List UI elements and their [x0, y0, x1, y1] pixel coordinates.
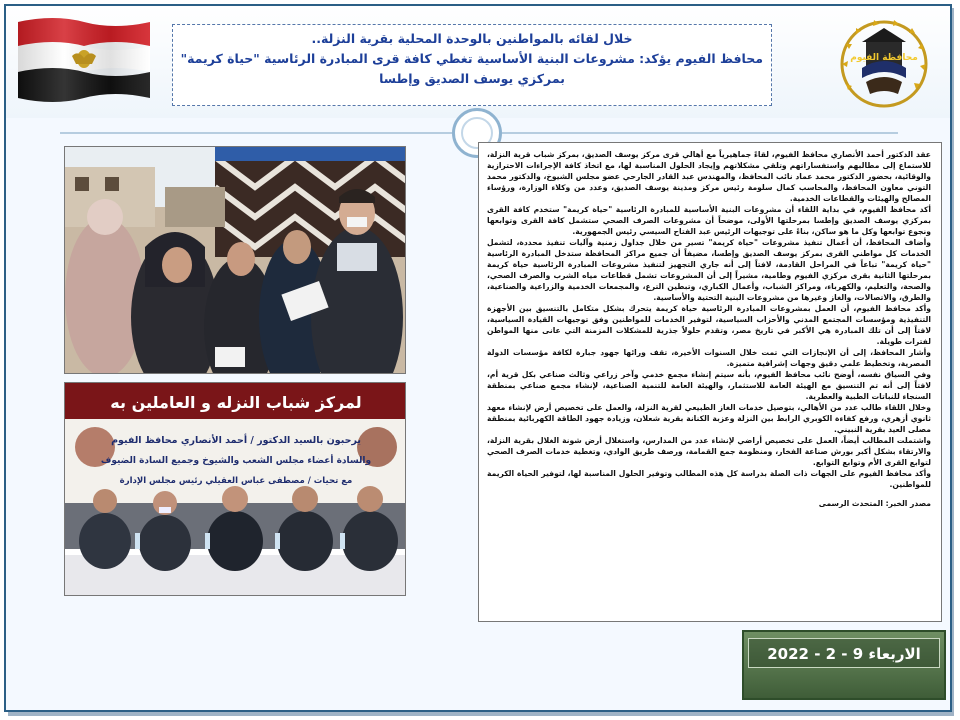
logo-text: محافظة الفيوم	[850, 53, 918, 63]
article-paragraph-4: وأكد محافظ الفيوم، أن العمل بمشروعات المبادرة الرئاسية حياة كريمة يتحرك بشكل متكامل بالتنسيق بين الأجهزة التنفيذية ومؤسسات المجتمع المدني والأحزاب السياسية، لتوفير الخدمات للمواطنين وفق توجيهات القيادة السياسية، لافتاً إلى أن تلك المبادرة هي الأكبر في تاريخ مصر، وتقدم حلولاً جذرية للمشكلات المزمنة التي عانى منها المواطن لفترات طويلة.	[487, 304, 931, 346]
article-body	[478, 142, 942, 622]
banner-text-2: يرحبون بالسيد الدكتور / أحمد الأنصاري محافظ الفيوم	[111, 435, 361, 446]
article-paragraph-9: وأكد محافظ الفيوم على الجهات ذات الصلة بدراسة كل هذه المطالب وتوفير الحلول المناسبة لها، لتوفير الحياة الكريمة للمواطنين.	[487, 469, 931, 489]
article-paragraph-5: وأشار المحافظ، إلى أن الإنجازات التي تمت خلال السنوات الأخيرة، تقف ورائها جهود جبارة لكافة مؤسسات الدولة المصرية، وتخطيط علمي دقيق وجهات إشرافية متميزة.	[487, 348, 931, 368]
article-paragraph-1: عقد الدكتور أحمد الأنصاري محافظ الفيوم، لقاءً جماهيرياً مع أهالي قرى مركز يوسف الصديق، بمركز شباب قرية النزلة، للاستماع إلى مطالبهم واستفساراتهم وتلقي مشكلاتهم وإيجاد الحلول المناسبة لها، مع اتخاذ كافة الإجراءات الاحترازية والوقائية، بحضور الدكتور محمد عماد نائب المحافظ، والمهندس عبد القادر الجارحي عضو مجلس الشيوخ، والدكتور محمد التوني معاون المحافظ، والمحاسب كمال سلومة رئيس مركز ومدينة يوسف الصديق، وعدد من وكلاء الوزارة، ورؤساء المصالح والهيئات والقطاعات الخدمية.	[487, 150, 931, 203]
date-line	[748, 638, 940, 668]
article-paragraph-3: وأضاف المحافظ، أن أعمال تنفيذ مشروعات "حياة كريمة" تسير من خلال جداول زمنية وآليات تنفيذ محددة، لتشمل الخدمات كل مواطني القرى بمركز يوسف الصديق وإطسا، مضيفاً أن جميع مراكز المحافظة ستدخل المبادرة الرئاسية "حياة كريمة" تباعاً في المراحل القادمة، لافتاً إلى أنه جاري التجهيز لتنفيذ مشروعات المبادرة الرئاسية حياة كريمة بمرحلتها الثانية بقرى مركزي الفيوم وطامية، مشيراً إلى أن المشروعات تشمل قطاعات مياه الشرب والصرف الصحي، والصحة، والتعليم، والكهرباء، ومراكز الشباب، وأعمال الكباري، وتبطين الترع، والمجمعات الخدمية والزراعية والصناعية، والطرق، والاتصالات، والغاز وغيرها من مشروعات البنية التحتية والأساسية.	[487, 238, 931, 302]
banner-text-4: مع تحيات / مصطفى عباس العقيلي رئيس مجلس الإدارة	[119, 476, 353, 486]
headline-line-1: خلال لقائه بالمواطنين بالوحدة المحلية بقرية النزلة..	[311, 31, 633, 46]
article-paragraph-2: أكد محافظ الفيوم، في بداية اللقاء أن مشروعات البنية الأساسية للمبادرة الرئاسية "حياة كريمة" ستخدم كافة القرى بمركزي يوسف الصديق وإطسا بمرحلتها الأولى، موضحاً أن مشروعات الصرف الصحي ستشمل كافة القرى وتوابعها ونجوع توابعها وكل ما هو ساكن، بناءً على توجيهات الرئيس عبد الفتاح السيسي رئيس الجمهورية.	[487, 205, 931, 236]
photo-panel-session	[64, 382, 406, 596]
date-day: الاربعاء	[868, 645, 921, 663]
divider-right	[502, 132, 898, 134]
photo-governor-with-citizens	[64, 146, 406, 374]
banner-text-3: والسادة أعضاء مجلس الشعب والشيوخ وجميع السادة الضيوف	[100, 456, 372, 466]
date-value: 9 - 2 - 2022	[767, 645, 864, 663]
banner-text-1: لمركز شباب النزله و العاملين به	[110, 393, 362, 412]
divider-left	[60, 132, 452, 134]
article-paragraph-6: وفي السياق نفسه، أوضح نائب محافظ الفيوم، بأنه سيتم إنشاء مجمع خدمي وآخر زراعي وثالث صناعي بكل قرية أم، لافتاً إلى أنه تم التنسيق مع الهيئة العامة للاستثمار، والهيئة العامة للتنمية الصناعية، لإنشاء مجمع صناعي بمنطقة السنجاء للنباتات الطبية والعطرية.	[487, 370, 931, 401]
headline-line-2: محافظ الفيوم يؤكد: مشروعات البنية الأساسية تغطي كافة قرى المبادرة الرئاسية "حياة كريمة"	[181, 51, 763, 66]
headline-box	[172, 24, 772, 106]
article-source: مصدر الخبر: المتحدث الرسمى	[818, 499, 931, 508]
headline-line-3: بمركزي يوسف الصديق وإطسا	[379, 71, 565, 86]
fayoum-governorate-logo-icon	[832, 14, 932, 110]
article-paragraph-8: واشتملت المطالب أيضاً، العمل على تخصيص أراضي لإنشاء عدد من المدارس، واستغلال أرض شونة الغلال بقرية النزلة، والارتقاء بشكل أكبر بورش صناعة الفخار، ومنظومة جمع القمامة، ورصف طريق الوادي، وتغطية خدمات الصرف الصحي لتوابع القرى الأم وتوابع التوابع.	[487, 436, 931, 467]
article-paragraph-7: وخلال اللقاء طالب عدد من الأهالي، بتوصيل خدمات الغاز الطبيعي لقرية النزلة، والعمل على تخصيص أرض لإنشاء معهد ثانوي أزهري، ورفع كفاءة الكوبري الرابط بين النزلة وعزبة الكنانة بقرية شعلان، وزيادة جهود الطاقة الكهربائية بمنطقة مصلى العيد بقرية النبيني.	[487, 403, 931, 434]
date-box	[742, 630, 946, 700]
egypt-flag-icon	[14, 14, 154, 110]
